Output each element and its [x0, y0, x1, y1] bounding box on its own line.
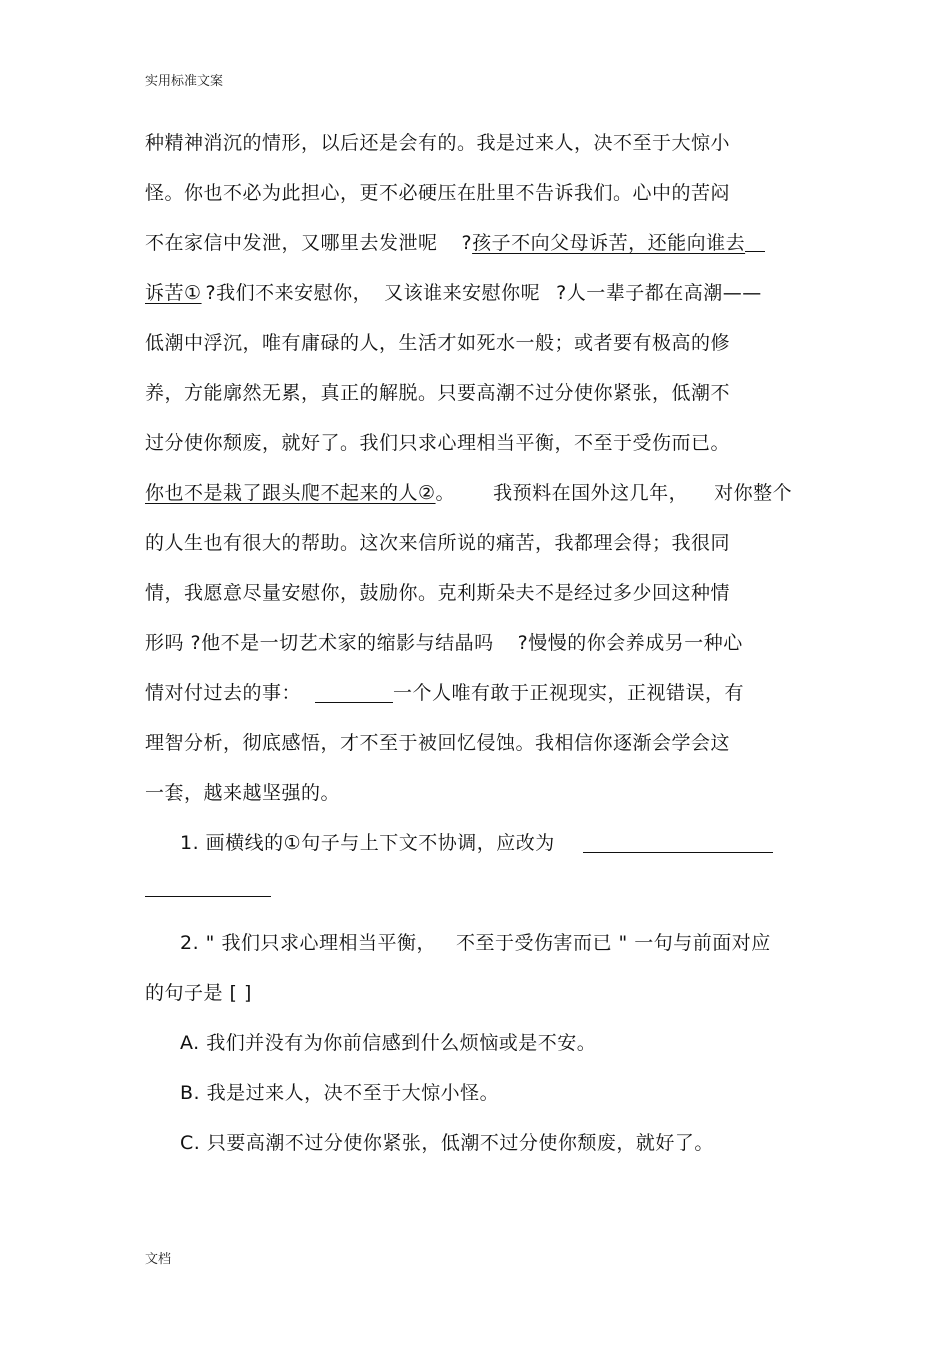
passage-line: [145, 478, 792, 505]
passage-text: 我预料在国外这几年，: [493, 482, 689, 504]
passage-line: 低潮中浮沉，唯有庸碌的人，生活才如死水一般；或者要有极高的修: [145, 332, 731, 354]
answer-blank-1[interactable]: [583, 832, 773, 853]
option-a: A. 我们并没有为你前信感到什么烦恼或是不安。: [180, 1032, 597, 1054]
passage-text: 又该谁来安慰你呢: [384, 282, 541, 304]
passage-text: 情对付过去的事：: [145, 682, 302, 704]
passage-line: [145, 278, 762, 305]
question-2-text: 不至于受伤害而已 " 一句与前面对应: [455, 932, 771, 954]
passage-line: 怪。你也不必为此担心，更不必硬压在肚里不告诉我们。心中的苦闷: [145, 182, 731, 204]
passage-line: 的人生也有很大的帮助。这次来信所说的痛苦，我都理会得；我很同: [145, 532, 731, 554]
passage-line: 养，方能廓然无累，真正的解脱。只要高潮不过分使你紧张，低潮不: [145, 382, 731, 404]
question-2-text: 2. " 我们只求心理相当平衡，: [180, 932, 436, 954]
passage-line: 过分使你颓废，就好了。我们只求心理相当平衡，不至于受伤而已。: [145, 432, 731, 454]
passage-line: 一套，越来越坚强的。: [145, 782, 341, 804]
underlined-sentence-1: 孩子不向父母诉苦，还能向谁去: [472, 232, 746, 254]
passage-line: 情，我愿意尽量安慰你，鼓励你。克利斯朵夫不是经过多少回这种情: [145, 582, 731, 604]
passage-text: 不在家信中发泄，又哪里去发泄呢: [145, 232, 438, 254]
passage-text: 形吗 ?他不是一切艺术家的缩影与结晶吗: [145, 632, 494, 654]
passage-line: 理智分析，彻底感悟，才不至于被回忆侵蚀。我相信你逐渐会学会这: [145, 732, 731, 754]
question-2-line: 的句子是 [ ]: [145, 982, 252, 1004]
passage-text: 一个人唯有敢于正视现实，正视错误，有: [393, 682, 745, 704]
passage-text: 。: [435, 482, 456, 504]
passage-line: [145, 228, 765, 255]
underlined-sentence-1-end: 诉苦①: [145, 282, 202, 304]
passage-text: ?人一辈子都在高潮——: [556, 282, 762, 304]
passage-text: ?: [461, 232, 473, 254]
passage-text: ?慢慢的你会养成另一种心: [517, 632, 743, 654]
passage-line: 种精神消沉的情形，以后还是会有的。我是过来人，决不至于大惊小: [145, 132, 731, 154]
question-1-text: 1. 画横线的①句子与上下文不协调，应改为: [180, 832, 555, 854]
option-b: B. 我是过来人，决不至于大惊小怪。: [180, 1082, 500, 1104]
underlined-sentence-2: 你也不是栽了跟头爬不起来的人②: [145, 482, 436, 504]
option-c: C. 只要高潮不过分使你紧张，低潮不过分使你颓废，就好了。: [180, 1132, 714, 1154]
answer-blank-1-continued[interactable]: [145, 896, 271, 897]
question-1: [180, 828, 773, 855]
page-header: 实用标准文案: [145, 74, 224, 89]
passage-line: [145, 628, 743, 655]
question-2: [180, 928, 771, 955]
passage-text: 对你整个: [714, 482, 793, 504]
fill-blank: [315, 682, 393, 703]
passage-line: [145, 678, 744, 705]
page-footer: 文档: [145, 1252, 172, 1267]
passage-text: ?我们不来安慰你，: [205, 282, 373, 304]
